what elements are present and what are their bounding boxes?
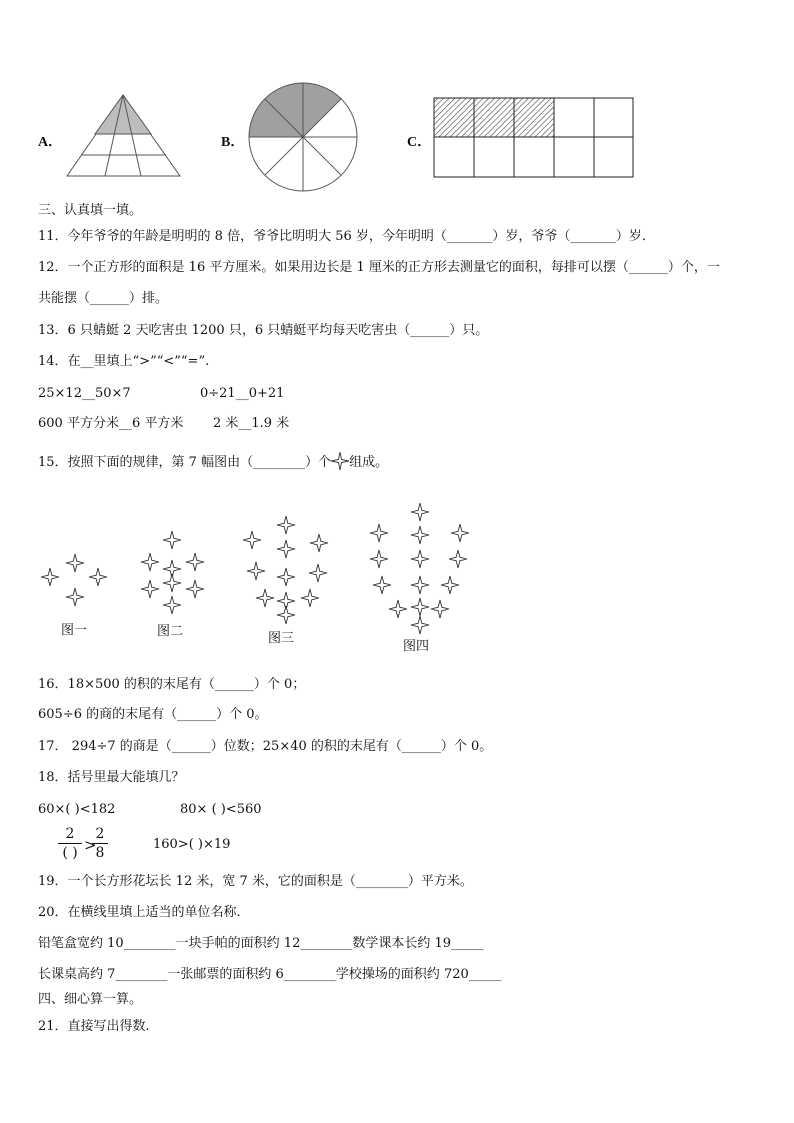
question-15-text: 15．按照下面的规律，第 7 幅图由（________）个: [38, 455, 332, 470]
figure-4-stars: [370, 503, 469, 634]
fraction-right: [92, 826, 108, 861]
question-14-d: 2 米__1.9 米: [213, 416, 290, 431]
fraction-right-numerator: 2: [95, 826, 105, 842]
question-21: 21．直接写出得数.: [38, 1019, 150, 1034]
option-b-label: B．: [221, 135, 245, 150]
question-20: 20．在横线里填上适当的单位名称.: [38, 905, 241, 920]
greater-than-sign: >: [84, 836, 97, 854]
question-17: 17． 294÷7 的商是（______）位数；25×40 的积的末尾有（______）个 0。: [38, 739, 493, 754]
question-18-b: 80× ( )<560: [180, 802, 262, 817]
question-20-row-2: 长课桌高约 7________一张邮票的面积约 6________学校操场的面积约 720_____: [38, 967, 502, 982]
rectangle-grid-figure: [433, 97, 635, 179]
question-14-c: 600 平方分米__6 平方米: [38, 416, 184, 431]
circle-figure: [246, 82, 362, 194]
option-a-label: A．: [38, 135, 63, 150]
question-11: 11．今年爷爷的年龄是明明的 8 倍，爷爷比明明大 56 岁，今年明明（_______）岁，爷爷（_______）岁．: [38, 229, 655, 244]
star-icon: [331, 452, 349, 470]
question-14: 14．在__里填上“>”“<”“=”.: [38, 354, 210, 369]
question-16-b: 605÷6 的商的末尾有（______）个 0。: [38, 707, 268, 722]
question-20-row-1: 铅笔盒宽约 10________一块手帕的面积约 12________数学课本长约 19_____: [38, 936, 484, 951]
question-15: [38, 452, 388, 472]
option-c-label: C．: [407, 135, 432, 150]
figure-1-caption: 图一: [61, 623, 88, 638]
question-18: 18．括号里最大能填几？: [38, 770, 185, 785]
question-12-line-2: 共能摆（______）排。: [38, 291, 169, 306]
section-3-heading: 三、认真填一填。: [38, 203, 143, 218]
figure-2-stars: [141, 531, 204, 614]
fraction-left-denominator: ( ): [62, 845, 78, 861]
fraction-left-numerator: 2: [65, 826, 75, 842]
question-18-d: 160>( )×19: [153, 837, 231, 852]
fraction-right-denominator: 8: [95, 845, 105, 861]
triangle-figure: [64, 92, 184, 180]
figure-1-stars: [41, 554, 107, 606]
question-14-b: 0÷21__0+21: [200, 386, 285, 401]
question-16-a: 16．18×500 的积的末尾有（______）个 0；: [38, 677, 306, 692]
question-19: 19．一个长方形花坛长 12 米，宽 7 米，它的面积是（________）平方米。: [38, 874, 473, 889]
question-12-line-1: 12．一个正方形的面积是 16 平方厘米。如果用边长是 1 厘米的正方形去测量它的面积，每排可以摆（______）个，一: [38, 260, 720, 275]
question-15-suffix: 组成。: [349, 455, 389, 470]
fraction-left: [58, 826, 82, 861]
figure-2-caption: 图二: [157, 624, 184, 639]
question-13: 13．6 只蜻蜓 2 天吃害虫 1200 只，6 只蜻蜓平均每天吃害虫（______）只。: [38, 323, 489, 338]
question-18-a: 60×( )<182: [38, 802, 116, 817]
figure-3-caption: 图三: [268, 631, 295, 646]
section-4-heading: 四、细心算一算。: [38, 992, 143, 1007]
question-14-a: 25×12__50×7: [38, 386, 131, 401]
figure-4-caption: 图四: [403, 639, 430, 654]
figure-3-stars: [243, 516, 328, 624]
